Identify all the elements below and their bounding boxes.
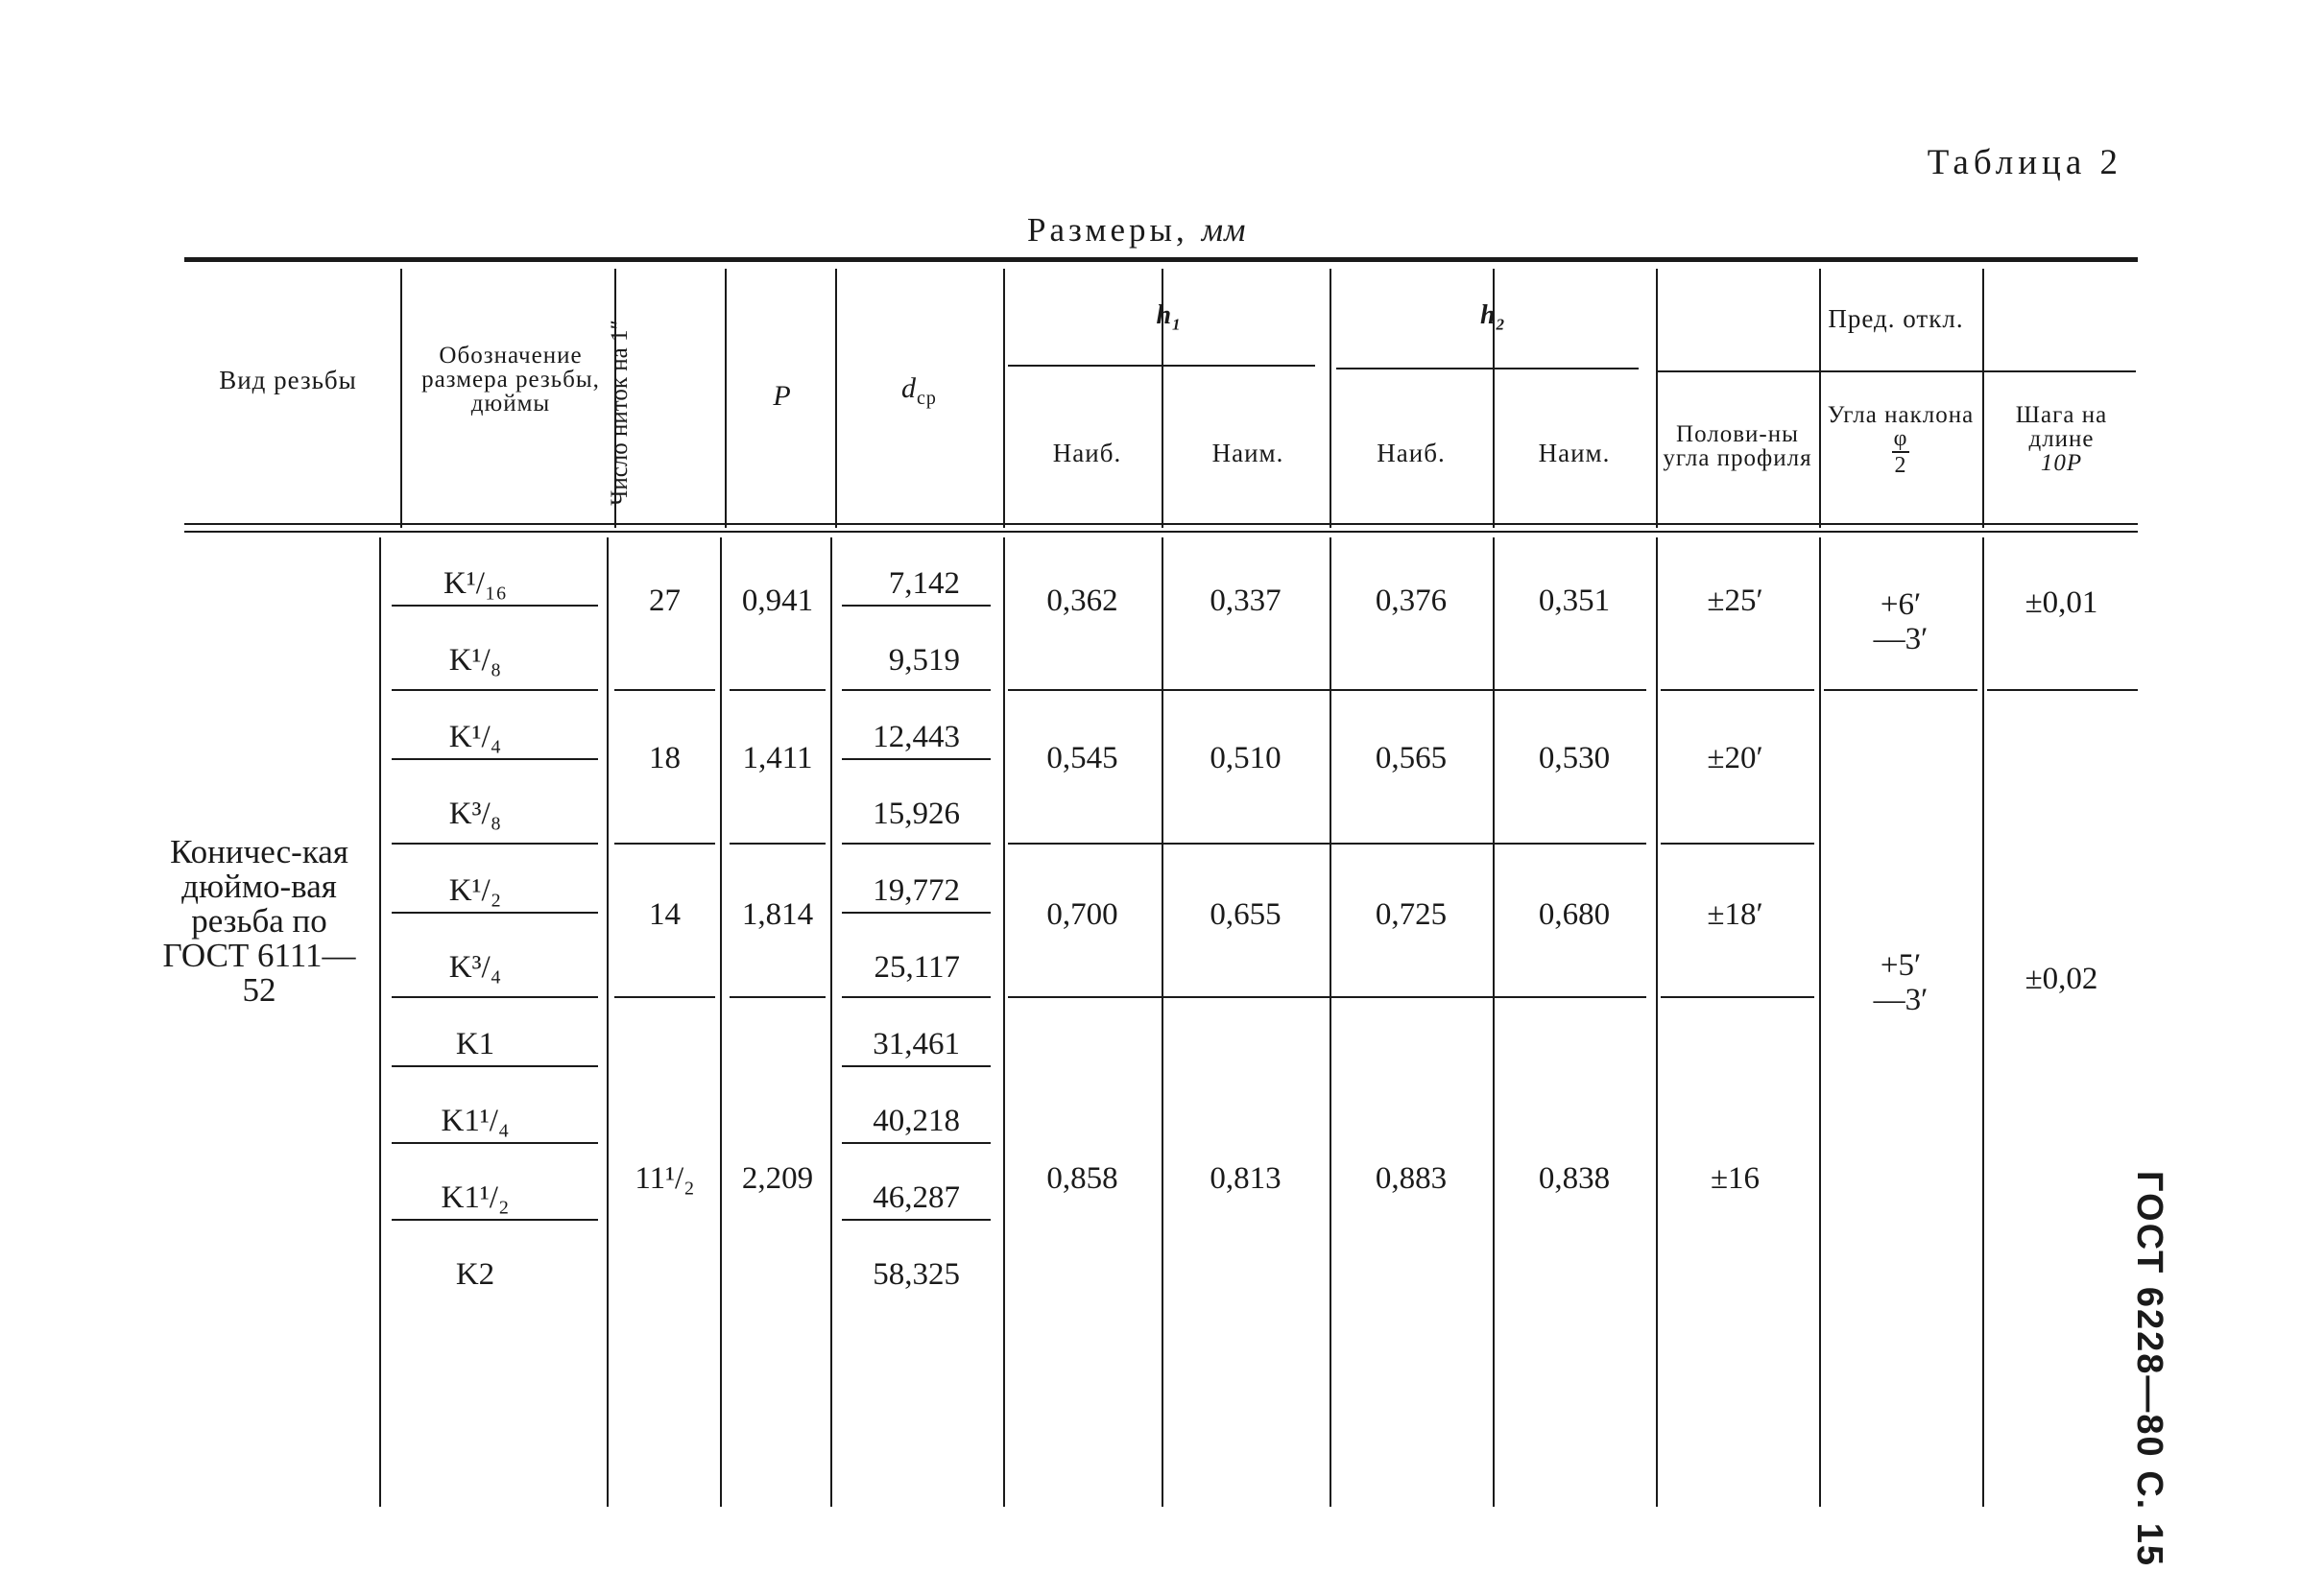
dcp-rule (842, 996, 991, 998)
header-dcp-main: d (901, 372, 918, 404)
dcp-value: 40,218 (873, 1104, 960, 1138)
phi-denominator: 2 (1894, 453, 1907, 478)
header-ugla (1819, 403, 1982, 477)
body-col-divider (1982, 537, 1984, 1507)
body-col-divider (607, 537, 609, 1507)
dcp-value: 25,117 (874, 950, 960, 985)
pitch-p: 1,411 (742, 741, 813, 775)
pitch-p: 2,209 (741, 1161, 814, 1196)
size-designation: K1¹/₄ (441, 1104, 510, 1138)
header-h1 (1008, 300, 1330, 337)
threads-per-inch: 14 (649, 897, 681, 932)
group-rule-p (730, 689, 826, 691)
size-group-rule (392, 689, 598, 691)
header-dcp-sub: ср (917, 388, 937, 409)
size-designation: K1¹/₂ (441, 1180, 510, 1215)
pitch-p: 0,941 (741, 584, 814, 618)
taper-plus: +5′ (1880, 948, 1922, 983)
body-col-divider (379, 537, 381, 1507)
body-col-divider (1330, 537, 1331, 1507)
dcp-rule (842, 1219, 991, 1221)
group-rule-h (1008, 843, 1646, 845)
size-subrule (392, 912, 598, 914)
dcp-rule (842, 758, 991, 760)
size-subrule (392, 758, 598, 760)
size-designation: K2 (455, 1257, 495, 1292)
header-col-divider (1003, 269, 1005, 528)
h1-max: 0,362 (1046, 584, 1118, 618)
group-rule-h (1008, 689, 1646, 691)
group-rule-half (1661, 843, 1814, 845)
table-subtitle (1027, 211, 1246, 250)
h1-max: 0,700 (1046, 897, 1118, 932)
vid-text: Коничес-кая дюймо-вая резьба по ГОСТ 6111—52 (162, 833, 356, 1009)
dcp-rule (842, 1065, 991, 1067)
size-group-rule (392, 843, 598, 845)
taper-minus: —3′ (1873, 622, 1929, 656)
dcp-rule (842, 912, 991, 914)
dcp-value: 12,443 (873, 720, 960, 754)
subtitle-unit: мм (1201, 211, 1247, 249)
size-designation: K1 (455, 1027, 495, 1061)
threads-per-inch: 27 (649, 584, 681, 618)
size-designation: K¹/₁₆ (443, 566, 507, 601)
side-label: ГОСТ 6228—80 С. 15 (2129, 1171, 2169, 1568)
header-h1-naim: Наим. (1211, 439, 1284, 467)
dcp-rule (842, 689, 991, 691)
h1-min: 0,655 (1210, 897, 1282, 932)
size-designation: K¹/₂ (448, 873, 502, 908)
size-designation: K¹/₄ (448, 720, 502, 754)
group-rule-p (730, 996, 826, 998)
dcp-value: 15,926 (873, 797, 960, 831)
dcp-value: 46,287 (873, 1180, 960, 1215)
pitch-group-rule (1987, 689, 2138, 691)
subtitle-main: Размеры, (1027, 211, 1188, 249)
h2-max: 0,883 (1375, 1161, 1448, 1196)
header-pred: Пред. откл. (1828, 304, 1964, 333)
body-col-divider (1162, 537, 1163, 1507)
taper-plus: +6′ (1880, 587, 1922, 622)
header-h2-sub: 2 (1496, 315, 1506, 334)
dcp-value: 7,142 (888, 566, 960, 601)
group-rule-threads (614, 689, 715, 691)
size-subrule (392, 605, 598, 607)
header-chislo: Число ниток на 1″ (607, 320, 633, 506)
phi-symbol: φ (1893, 426, 1908, 451)
header-col-divider (725, 269, 727, 528)
h2-max: 0,565 (1375, 741, 1448, 775)
h2-min: 0,838 (1538, 1161, 1611, 1196)
size-group-rule (392, 1142, 598, 1144)
dcp-rule (842, 1142, 991, 1144)
dcp-value: 31,461 (873, 1027, 960, 1061)
header-h2 (1330, 300, 1656, 337)
header-shaga (1982, 403, 2141, 475)
body-col-divider (720, 537, 722, 1507)
body-col-divider (1003, 537, 1005, 1507)
size-designation: K¹/₈ (448, 643, 502, 678)
dcp-rule (842, 843, 991, 845)
pitch-p: 1,814 (741, 897, 814, 932)
size-subrule (392, 1219, 598, 1221)
half-angle-tolerance: ±18′ (1707, 897, 1763, 932)
group-rule-threads (614, 843, 715, 845)
header-oboz: Обозначение размера резьбы, дюймы (421, 343, 600, 417)
dcp-rule (842, 605, 991, 607)
h2-max: 0,725 (1375, 897, 1448, 932)
h1-min: 0,337 (1210, 584, 1282, 618)
dcp-value: 19,772 (873, 873, 960, 908)
size-subrule (392, 1065, 598, 1067)
header-dcp (840, 372, 998, 411)
dcp-value: 58,325 (873, 1257, 960, 1292)
size-group-rule (392, 996, 598, 998)
group-rule-half (1661, 689, 1814, 691)
taper-minus: —3′ (1873, 983, 1929, 1017)
group-rule-h (1008, 996, 1646, 998)
h2-min: 0,351 (1538, 584, 1611, 618)
header-tenp: 10P (2040, 450, 2083, 476)
header-rule-2 (184, 531, 2138, 533)
group-rule-threads (614, 996, 715, 998)
size-designation: K³/₈ (448, 797, 502, 831)
h2-subrule (1336, 368, 1639, 369)
h2-min: 0,680 (1538, 897, 1611, 932)
threads-per-inch: 18 (649, 741, 681, 775)
group-rule-p (730, 843, 826, 845)
table-title: Таблица 2 (1927, 143, 2122, 182)
body-col-divider (1493, 537, 1495, 1507)
size-designation: K³/₄ (448, 950, 502, 985)
header-h2-main: h (1479, 300, 1497, 330)
pitch-tolerance: ±0,02 (2025, 962, 2098, 996)
header-col-divider (400, 269, 402, 528)
h2-max: 0,376 (1375, 584, 1448, 618)
header-h1-sub: 1 (1172, 315, 1182, 334)
header-col-divider (835, 269, 837, 528)
body-col-divider (1656, 537, 1658, 1507)
group-rule-half (1661, 996, 1814, 998)
header-h1-naib: Наиб. (1052, 439, 1122, 467)
h1-min: 0,813 (1210, 1161, 1282, 1196)
pred-subrule (1656, 370, 2136, 372)
half-angle-tolerance: ±25′ (1707, 584, 1763, 618)
header-vid: Вид резьбы (219, 366, 357, 394)
h2-min: 0,530 (1538, 741, 1611, 775)
header-h1-main: h (1156, 300, 1173, 330)
header-shaga-label: Шага на длине (2015, 402, 2108, 452)
top-rule (184, 257, 2138, 262)
header-ugla-label: Угла наклона (1827, 402, 1975, 428)
body-col-divider (830, 537, 832, 1507)
threads-per-inch: 11¹/₂ (635, 1161, 695, 1196)
taper-group-rule (1824, 689, 1977, 691)
phi-over-two (1892, 427, 1910, 477)
body-col-divider (1819, 537, 1821, 1507)
half-angle-tolerance: ±20′ (1707, 741, 1763, 775)
pitch-tolerance: ±0,01 (2025, 585, 2098, 620)
h1-max: 0,858 (1046, 1161, 1118, 1196)
dcp-value: 9,519 (888, 643, 960, 678)
taper-tolerance (1819, 948, 1982, 1017)
taper-tolerance (1819, 587, 1982, 656)
header-p: P (773, 380, 792, 412)
h1-max: 0,545 (1046, 741, 1118, 775)
header-h2-naim: Наим. (1538, 439, 1611, 467)
h1-min: 0,510 (1210, 741, 1282, 775)
half-angle-tolerance: ±16 (1710, 1161, 1761, 1196)
header-h2-naib: Наиб. (1377, 439, 1446, 467)
header-polovina: Полови-ны угла профиля (1663, 421, 1812, 471)
